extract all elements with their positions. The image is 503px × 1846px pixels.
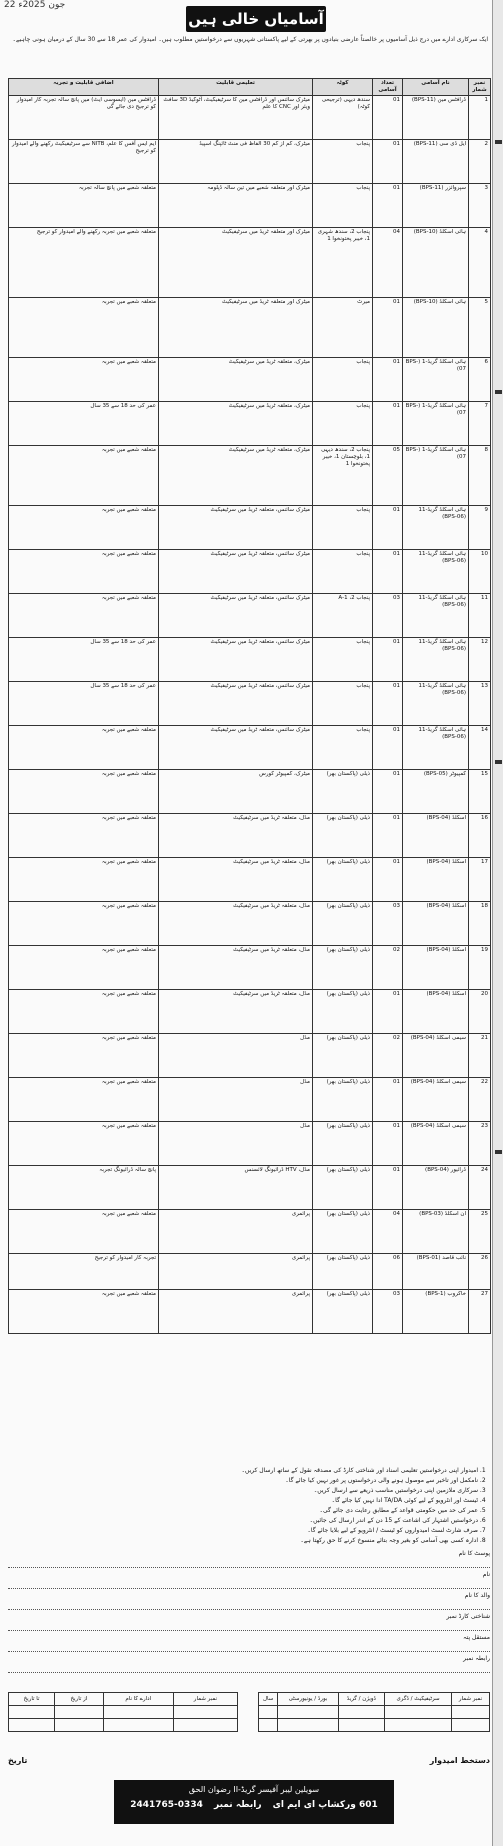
table-row xyxy=(9,1078,491,1122)
row-post-name: اسکلڈ (BPS-04) xyxy=(403,946,469,990)
form-field-post: پوسٹ کا نام xyxy=(458,1550,490,1557)
row-serial: 24 xyxy=(469,1166,491,1210)
row-post-name: سیمی اسکلڈ (BPS-04) xyxy=(403,1078,469,1122)
table-row xyxy=(9,682,491,726)
footer-phone: 0334-2441765 xyxy=(130,1800,203,1810)
row-quota: پنجاب xyxy=(313,638,373,682)
col-header-serial: نمبر شمار xyxy=(469,79,491,96)
row-additional: پانچ سالہ ڈرائیونگ تجربہ xyxy=(9,1166,159,1210)
row-serial: 10 xyxy=(469,550,491,594)
row-post-count: 01 xyxy=(373,682,403,726)
row-quota: پنجاب xyxy=(313,506,373,550)
row-post-name: ہائی اسکلڈ گریڈ-1 (BPS-07) xyxy=(403,358,469,402)
table-row xyxy=(9,990,491,1034)
row-post-count: 01 xyxy=(373,814,403,858)
row-serial: 26 xyxy=(469,1254,491,1290)
row-additional: متعلقہ شعبے میں تجربہ xyxy=(9,814,159,858)
experience-table xyxy=(8,1692,238,1732)
row-post-count: 01 xyxy=(373,858,403,902)
row-serial: 7 xyxy=(469,402,491,446)
exp-col-from: از تاریخ xyxy=(55,1693,104,1706)
form-line[interactable] xyxy=(8,1601,490,1610)
row-quota: ذیلی (پاکستان بھر) xyxy=(313,1122,373,1166)
row-post-count: 02 xyxy=(373,1034,403,1078)
row-quota: پنجاب 2، سندھ شہری 1، خیبر پختونخوا 1 xyxy=(313,228,373,298)
row-qualification: مڈل، متعلقہ ٹریڈ میں سرٹیفیکیٹ xyxy=(159,990,313,1034)
row-post-name: اسکلڈ (BPS-04) xyxy=(403,902,469,946)
row-post-count: 01 xyxy=(373,1078,403,1122)
row-post-name: ہائی اسکلڈ گریڈ-1 (BPS-07) xyxy=(403,446,469,506)
row-post-count: 01 xyxy=(373,726,403,770)
form-field-contact: رابطہ نمبر xyxy=(463,1655,490,1662)
row-post-count: 01 xyxy=(373,96,403,140)
row-post-name: خاکروب (BPS-1) xyxy=(403,1290,469,1334)
row-qualification: میٹرک، متعلقہ ٹریڈ میں سرٹیفیکیٹ xyxy=(159,358,313,402)
row-post-name: سیمی اسکلڈ (BPS-04) xyxy=(403,1122,469,1166)
row-quota: میرٹ xyxy=(313,298,373,358)
row-post-name: ڈرافٹس مین (BPS-11) xyxy=(403,96,469,140)
row-additional: ایم ایس آفس کا علم، NITB سے سرٹیفیکیٹ رکھنے والے امیدوار کو ترجیح xyxy=(9,140,159,184)
table-row xyxy=(9,298,491,358)
row-serial: 9 xyxy=(469,506,491,550)
row-additional: عمر کی حد 18 سے 35 سال xyxy=(9,682,159,726)
row-serial: 27 xyxy=(469,1290,491,1334)
instruction-item: 1. امیدوار اپنی درخواستیں تعلیمی اسناد اور شناختی کارڈ کی مصدقہ نقول کے ساتھ ارسال کریں۔ xyxy=(8,1466,478,1475)
row-serial: 3 xyxy=(469,184,491,228)
row-qualification: پرائمری xyxy=(159,1254,313,1290)
date-label: تاریخ xyxy=(8,1756,28,1765)
row-qualification: میٹرک اور متعلقہ ٹریڈ میں سرٹیفیکیٹ xyxy=(159,298,313,358)
footer-contact-box xyxy=(114,1780,394,1824)
instruction-item: 6. درخواستیں اشتہار کی اشاعت کے 15 دن کے اندر ارسال کی جائیں۔ xyxy=(8,1516,478,1525)
row-qualification: میٹرک سائنس، متعلقہ ٹریڈ میں سرٹیفیکیٹ xyxy=(159,594,313,638)
row-additional: متعلقہ شعبے میں تجربہ xyxy=(9,506,159,550)
form-line[interactable] xyxy=(8,1643,490,1652)
instructions-section xyxy=(8,1466,490,1675)
row-post-name: ہائی اسکلڈ (BPS-10) xyxy=(403,228,469,298)
form-line[interactable] xyxy=(8,1664,490,1673)
row-quota: پنجاب xyxy=(313,550,373,594)
row-quota: پنجاب xyxy=(313,402,373,446)
row-additional: متعلقہ شعبے میں تجربہ xyxy=(9,1078,159,1122)
application-form xyxy=(8,1549,490,1673)
instruction-item: 3. سرکاری ملازمین اپنی درخواستیں مناسب ذریعے سے ارسال کریں۔ xyxy=(8,1486,478,1495)
exp-col-org: ادارے کا نام xyxy=(103,1693,173,1706)
row-quota: پنجاب 2، 1-A xyxy=(313,594,373,638)
row-additional: متعلقہ شعبے میں تجربہ xyxy=(9,1210,159,1254)
row-quota: ذیلی (پاکستان بھر) xyxy=(313,770,373,814)
row-serial: 20 xyxy=(469,990,491,1034)
row-post-name: ہائی اسکلڈ گریڈ-11 (BPS-06) xyxy=(403,682,469,726)
row-qualification: میٹرک سائنس، متعلقہ ٹریڈ میں سرٹیفیکیٹ xyxy=(159,638,313,682)
row-post-count: 03 xyxy=(373,594,403,638)
row-post-name: ہائی اسکلڈ گریڈ-1 (BPS-07) xyxy=(403,402,469,446)
instruction-item: 7. صرف شارٹ لسٹ امیدواروں کو ٹیسٹ / انٹرویو کے لیے بلایا جائے گا۔ xyxy=(8,1526,478,1535)
edu-col-grade: ڈویژن / گریڈ xyxy=(338,1693,385,1706)
row-post-name: نائب قاصد (BPS-01) xyxy=(403,1254,469,1290)
table-row xyxy=(9,96,491,140)
form-line[interactable] xyxy=(8,1559,490,1568)
row-post-name: ایل ڈی سی (BPS-11) xyxy=(403,140,469,184)
exp-col-serial: نمبر شمار xyxy=(173,1693,237,1706)
col-header-qualification: تعلیمی قابلیت xyxy=(159,79,313,96)
row-quota: پنجاب xyxy=(313,726,373,770)
row-post-count: 01 xyxy=(373,506,403,550)
table-row xyxy=(9,140,491,184)
form-tables xyxy=(8,1692,490,1736)
row-quota: ذیلی (پاکستان بھر) xyxy=(313,1034,373,1078)
table-row xyxy=(9,1210,491,1254)
table-row xyxy=(9,1166,491,1210)
row-additional: متعلقہ شعبے میں تجربہ xyxy=(9,1034,159,1078)
footer-officer: سویلین لیبر آفیسر گریڈ-II رضوان الحق xyxy=(188,1785,320,1794)
row-post-count: 01 xyxy=(373,550,403,594)
row-serial: 25 xyxy=(469,1210,491,1254)
row-serial: 1 xyxy=(469,96,491,140)
row-serial: 13 xyxy=(469,682,491,726)
row-qualification: پرائمری xyxy=(159,1290,313,1334)
row-post-count: 01 xyxy=(373,638,403,682)
row-qualification: میٹرک سائنس، متعلقہ ٹریڈ میں سرٹیفیکیٹ xyxy=(159,550,313,594)
row-serial: 14 xyxy=(469,726,491,770)
intro-paragraph: ایک سرکاری ادارے میں درج ذیل آسامیوں پر خالصتاً عارضی بنیادوں پر بھرتی کے لیے پاکستانی شہریوں سے درخواستیں مطلوب ہیں۔ امیدوار کی عمر 18 سے 30 سال کے درمیان ہونی چاہیے۔ xyxy=(12,36,488,43)
row-additional: متعلقہ شعبے میں تجربہ xyxy=(9,726,159,770)
row-additional: متعلقہ شعبے میں تجربہ xyxy=(9,770,159,814)
row-quota: ذیلی (پاکستان بھر) xyxy=(313,1078,373,1122)
form-line[interactable] xyxy=(8,1580,490,1589)
row-additional: عمر کی حد 18 سے 35 سال xyxy=(9,402,159,446)
edu-col-serial: نمبر شمار xyxy=(451,1693,489,1706)
row-quota: پنجاب xyxy=(313,184,373,228)
edge-mark xyxy=(495,390,502,394)
row-additional: متعلقہ شعبے میں تجربہ رکھنے والے امیدوار کو ترجیح xyxy=(9,228,159,298)
row-quota: ذیلی (پاکستان بھر) xyxy=(313,1210,373,1254)
row-qualification: مڈل، متعلقہ ٹریڈ میں سرٹیفیکیٹ xyxy=(159,858,313,902)
table-row xyxy=(9,358,491,402)
col-header-count: تعداد آسامی xyxy=(373,79,403,96)
table-row xyxy=(9,594,491,638)
row-serial: 22 xyxy=(469,1078,491,1122)
table-row xyxy=(9,228,491,298)
row-additional: متعلقہ شعبے میں تجربہ xyxy=(9,550,159,594)
row-qualification: میٹرک سائنس، متعلقہ ٹریڈ میں سرٹیفیکیٹ xyxy=(159,506,313,550)
edge-mark xyxy=(495,760,502,764)
row-post-name: ہائی اسکلڈ گریڈ-11 (BPS-06) xyxy=(403,550,469,594)
row-post-count: 04 xyxy=(373,1210,403,1254)
row-serial: 17 xyxy=(469,858,491,902)
row-additional: تجربہ کار امیدوار کو ترجیح xyxy=(9,1254,159,1290)
footer-contact-label: رابطہ نمبر xyxy=(214,1800,262,1810)
table-row xyxy=(9,506,491,550)
row-serial: 5 xyxy=(469,298,491,358)
table-row xyxy=(9,402,491,446)
row-post-name: ہائی اسکلڈ گریڈ-11 (BPS-06) xyxy=(403,726,469,770)
form-field-name: نام xyxy=(482,1571,490,1578)
form-line[interactable] xyxy=(8,1622,490,1631)
row-serial: 6 xyxy=(469,358,491,402)
page-edge-strip xyxy=(492,0,503,1846)
row-serial: 18 xyxy=(469,902,491,946)
row-serial: 2 xyxy=(469,140,491,184)
table-row xyxy=(9,726,491,770)
table-row xyxy=(9,1122,491,1166)
row-post-count: 01 xyxy=(373,1166,403,1210)
row-post-count: 06 xyxy=(373,1254,403,1290)
table-row xyxy=(9,946,491,990)
row-post-name: ہائی اسکلڈ گریڈ-11 (BPS-06) xyxy=(403,506,469,550)
row-additional: متعلقہ شعبے میں تجربہ xyxy=(9,358,159,402)
row-serial: 19 xyxy=(469,946,491,990)
row-qualification: میٹرک اور متعلقہ ٹریڈ میں سرٹیفیکیٹ xyxy=(159,228,313,298)
row-quota: ذیلی (پاکستان بھر) xyxy=(313,946,373,990)
row-post-name: اسکلڈ (BPS-04) xyxy=(403,858,469,902)
row-quota: پنجاب xyxy=(313,358,373,402)
row-post-name: ہائی اسکلڈ گریڈ-11 (BPS-06) xyxy=(403,638,469,682)
vacancies-table xyxy=(8,78,491,1334)
row-post-name: سپروائزر (BPS-11) xyxy=(403,184,469,228)
row-post-name: ہائی اسکلڈ (BPS-10) xyxy=(403,298,469,358)
footer-workshop: 601 ورکشاپ ای ایم ای xyxy=(272,1800,378,1810)
form-field-cnic: شناختی کارڈ نمبر xyxy=(446,1613,490,1620)
row-additional: متعلقہ شعبے میں تجربہ xyxy=(9,946,159,990)
row-post-count: 01 xyxy=(373,1122,403,1166)
row-post-count: 01 xyxy=(373,140,403,184)
row-post-count: 05 xyxy=(373,446,403,506)
row-qualification: مڈل، متعلقہ ٹریڈ میں سرٹیفیکیٹ xyxy=(159,946,313,990)
row-qualification: میٹرک سائنس، متعلقہ ٹریڈ میں سرٹیفیکیٹ xyxy=(159,726,313,770)
col-header-additional: اضافی قابلیت و تجربہ xyxy=(9,79,159,96)
instruction-item: 8. ادارہ کسی بھی آسامی کو بغیر وجہ بتائے منسوخ کرنے کا حق رکھتا ہے۔ xyxy=(8,1536,478,1545)
edu-col-year: سال xyxy=(259,1693,278,1706)
signature-label: دستخط امیدوار xyxy=(429,1756,490,1765)
row-quota: ذیلی (پاکستان بھر) xyxy=(313,990,373,1034)
row-additional: متعلقہ شعبے میں تجربہ xyxy=(9,594,159,638)
table-row xyxy=(9,1254,491,1290)
row-post-name: اسکلڈ (BPS-04) xyxy=(403,814,469,858)
row-additional: ڈرافٹس مین (ایسوسی ایٹ) میں پانچ سالہ تجربہ کار امیدوار کو ترجیح دی جائے گی xyxy=(9,96,159,140)
row-qualification: مڈل، متعلقہ ٹریڈ میں سرٹیفیکیٹ xyxy=(159,814,313,858)
row-quota: پنجاب 2، سندھ دیہی 1، بلوچستان 1، خیبر پختونخوا 1 xyxy=(313,446,373,506)
ad-title-banner: آسامیاں خالی ہیں xyxy=(186,6,326,32)
row-serial: 4 xyxy=(469,228,491,298)
row-serial: 16 xyxy=(469,814,491,858)
col-header-quota: کوٹہ xyxy=(313,79,373,96)
table-row xyxy=(9,858,491,902)
row-additional: عمر کی حد 18 سے 35 سال xyxy=(9,638,159,682)
table-row xyxy=(9,638,491,682)
row-additional: متعلقہ شعبے میں تجربہ xyxy=(9,298,159,358)
row-post-name: ہائی اسکلڈ گریڈ-11 (BPS-06) xyxy=(403,594,469,638)
table-row xyxy=(9,550,491,594)
row-additional: متعلقہ شعبے میں تجربہ xyxy=(9,902,159,946)
row-serial: 15 xyxy=(469,770,491,814)
table-row xyxy=(9,1034,491,1078)
edge-mark xyxy=(495,140,502,144)
row-qualification: میٹرک اور متعلقہ شعبے میں تین سالہ ڈپلومہ xyxy=(159,184,313,228)
table-row xyxy=(9,814,491,858)
row-post-count: 02 xyxy=(373,946,403,990)
row-post-name: ڈرائیور (BPS-04) xyxy=(403,1166,469,1210)
row-quota: ذیلی (پاکستان بھر) xyxy=(313,814,373,858)
row-post-count: 01 xyxy=(373,770,403,814)
row-post-name: ان اسکلڈ (BPS-03) xyxy=(403,1210,469,1254)
row-qualification: میٹرک، کم از کم 30 الفاظ فی منٹ ٹائپنگ اسپیڈ xyxy=(159,140,313,184)
row-qualification: پرائمری xyxy=(159,1210,313,1254)
row-post-count: 03 xyxy=(373,902,403,946)
publication-date: 22 جون 2025ء xyxy=(4,0,66,10)
row-serial: 23 xyxy=(469,1122,491,1166)
instruction-item: 2. نامکمل اور تاخیر سے موصول ہونے والی درخواستوں پر غور نہیں کیا جائے گا۔ xyxy=(8,1476,478,1485)
row-qualification: میٹرک، متعلقہ ٹریڈ میں سرٹیفیکیٹ xyxy=(159,402,313,446)
row-post-name: کمپیوٹر (BPS-05) xyxy=(403,770,469,814)
row-quota: ذیلی (پاکستان بھر) xyxy=(313,1290,373,1334)
exp-col-to: تا تاریخ xyxy=(9,1693,55,1706)
col-header-post: نام آسامی xyxy=(403,79,469,96)
row-qualification: میٹرک سائنس، متعلقہ ٹریڈ میں سرٹیفیکیٹ xyxy=(159,682,313,726)
form-field-address: مستقل پتہ xyxy=(463,1634,490,1641)
row-qualification: مڈل xyxy=(159,1078,313,1122)
row-post-count: 03 xyxy=(373,1290,403,1334)
row-post-count: 01 xyxy=(373,358,403,402)
form-field-father-name: والد کا نام xyxy=(464,1592,490,1599)
row-post-name: اسکلڈ (BPS-04) xyxy=(403,990,469,1034)
education-table xyxy=(258,1692,490,1732)
edu-col-degree: سرٹیفیکیٹ / ڈگری xyxy=(385,1693,452,1706)
row-qualification: مڈل xyxy=(159,1122,313,1166)
row-post-count: 01 xyxy=(373,184,403,228)
row-quota: پنجاب xyxy=(313,682,373,726)
row-additional: متعلقہ شعبے میں تجربہ xyxy=(9,990,159,1034)
row-quota: ذیلی (پاکستان بھر) xyxy=(313,1254,373,1290)
row-post-count: 01 xyxy=(373,402,403,446)
row-additional: متعلقہ شعبے میں تجربہ xyxy=(9,1290,159,1334)
row-qualification: مڈل xyxy=(159,1034,313,1078)
row-additional: متعلقہ شعبے میں تجربہ xyxy=(9,446,159,506)
row-post-count: 04 xyxy=(373,228,403,298)
signature-line xyxy=(8,1756,490,1765)
row-qualification: میٹرک، متعلقہ ٹریڈ میں سرٹیفیکیٹ xyxy=(159,446,313,506)
row-quota: ذیلی (پاکستان بھر) xyxy=(313,858,373,902)
row-serial: 11 xyxy=(469,594,491,638)
row-quota: ذیلی (پاکستان بھر) xyxy=(313,902,373,946)
table-row xyxy=(9,184,491,228)
row-serial: 21 xyxy=(469,1034,491,1078)
table-row xyxy=(9,770,491,814)
edge-mark xyxy=(495,1150,502,1154)
row-quota: ذیلی (پاکستان بھر) xyxy=(313,1166,373,1210)
row-post-name: سیمی اسکلڈ (BPS-04) xyxy=(403,1034,469,1078)
table-header-row xyxy=(9,79,491,96)
row-additional: متعلقہ شعبے میں تجربہ xyxy=(9,1122,159,1166)
instruction-item: 5. عمر کی حد میں حکومتی قواعد کے مطابق رعایت دی جائے گی۔ xyxy=(8,1506,478,1515)
row-qualification: میٹرک سائنس اور ڈرافٹس مین کا سرٹیفیکیٹ، آٹوکیڈ 3D سافٹ ویئر اور CNC کا علم xyxy=(159,96,313,140)
row-serial: 12 xyxy=(469,638,491,682)
table-row xyxy=(9,902,491,946)
instruction-item: 4. ٹیسٹ اور انٹرویو کے لیے کوئی TA/DA ادا نہیں کیا جائے گا۔ xyxy=(8,1496,478,1505)
row-additional: متعلقہ شعبے میں پانچ سالہ تجربہ xyxy=(9,184,159,228)
row-qualification: مڈل، متعلقہ ٹریڈ میں سرٹیفیکیٹ xyxy=(159,902,313,946)
table-row xyxy=(9,1290,491,1334)
row-qualification: مڈل، HTV ڈرائیونگ لائسنس xyxy=(159,1166,313,1210)
row-post-count: 01 xyxy=(373,990,403,1034)
row-post-count: 01 xyxy=(373,298,403,358)
table-row xyxy=(9,446,491,506)
row-quota: پنجاب xyxy=(313,140,373,184)
row-quota: سندھ دیہی (ترجیحی کوٹہ) xyxy=(313,96,373,140)
row-additional: متعلقہ شعبے میں تجربہ xyxy=(9,858,159,902)
edu-col-board: بورڈ / یونیورسٹی xyxy=(278,1693,338,1706)
row-qualification: میٹرک، کمپیوٹر کورس xyxy=(159,770,313,814)
row-serial: 8 xyxy=(469,446,491,506)
